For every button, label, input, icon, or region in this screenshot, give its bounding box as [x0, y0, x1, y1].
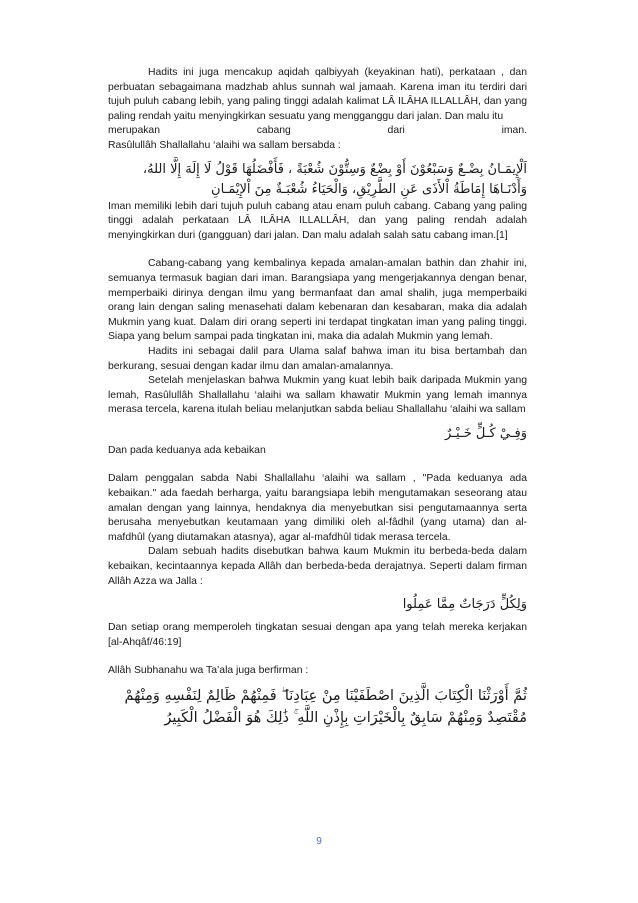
paragraph-intro: Hadits ini juga mencakup aqidah qalbiyyah (keyakinan hati), perkataan , dan perbuatan sebagaimana madzhab ahlus sunnah wal jamaah. Karena iman itu terdiri dari tujuh puluh cabang lebih, yang paling tinggi adalah kalimat LÂ ILÂHA ILLALLÂH, dan yang paling rendah yaitu menyingkirkan sesuatu yang mengganggu dari jalan. Dan malu itu — [108, 67, 527, 122]
page-number: 9 — [316, 836, 322, 847]
paragraph-tingkatan: Dan setiap orang memperoleh tingkatan sesuai dengan apa yang telah mereka kerjakan [al-Ahqâf/46:19] — [108, 622, 527, 648]
arabic-wa-likullin: وَلِكُلٍّ دَرَجَاتٌ مِمَّا عَمِلُوا — [402, 597, 527, 613]
paragraph-iman-translation: Iman memiliki lebih dari tujuh puluh cabang atau enam puluh cabang. Cabang yang paling tinggi adalah perkataan LÂ ILÂHA ILLALLÂH, dan yang paling rendah adalah menyingkirkan duri (gangguan) dari jalan. Dan malu adalah salah satu cabang iman.[1] — [108, 200, 527, 241]
arabic-ayat-faathir: ثُمَّ أَوْرَثْنَا الْكِتَابَ الَّذِينَ اصْطَفَيْنَا مِنْ عِبَادِنَا ۖ فَمِنْهُمْ ظَالِمٌ لِنَفْسِهِ وَمِنْهُمْ مُقْتَصِدٌ وَمِنْهُمْ سَابِقٌ بِالْخَيْرَاتِ بِإِذْنِ اللَّهِ ۚ ذَٰلِكَ هُوَ الْفَضْلُ الْكَبِيرُ — [124, 688, 527, 726]
paragraph-setelah: Setelah menjelaskan bahwa Mukmin yang kuat lebih baik daripada Mukmin yang lemah, Rasûlullâh Shallallahu ‘alaihi wa sallam khawatir Mukmin yang lemah imannya merasa tercela, karena itulah beliau melanjutkan sabda beliau Shallallahu ‘alaihi wa sallam — [108, 375, 527, 416]
paragraph-rasul-said: Rasûlullâh Shallallahu ‘alaihi wa sallam bersabda : — [108, 139, 341, 151]
arabic-hadith-iman: اَلْإِيمَـانُ بِضْـعٌ وَسَبْعُوْنَ أَوْ بِضْعٌ وَسِتُّوْنَ شُعْبَةً ، فَأَفْضَلُهَا قَوْلُ لَا إِلَهَ إِلَّا اللهُ، وَأَدْنَـاهَا إِمَاطَةُ اْلأَذَى عَنِ الطَّرِيْقِ، وَالْحَيَاءُ شُعْبَـةٌ مِنَ اْلإِيْمَـانِ — [142, 161, 527, 197]
paragraph-sebuah-hadits: Dalam sebuah hadits disebutkan bahwa kaum Mukmin itu berbeda-beda dalam kebaikan, kecintaannya kepada Allâh dan berbeda-beda derajatnya. Seperti dalam firman Allâh Azza wa Jalla : — [108, 546, 527, 587]
paragraph-intro-line: merupakan cabang dari iman. — [108, 125, 527, 137]
paragraph-penggalan: Dalam penggalan sabda Nabi Shallallahu ‘alaihi wa sallam , "Pada keduanya ada kebaikan." ada faedah berharga, yaitu barangsiapa lebih mengutamakan seseorang atau amalan dengan yang lainnya, hendaknya dia menyebutkan sisi pengutamaannya serta berusaha menyebutkan keutamaan yang dimiliki oleh al-fâdhil (yang utama) dan al-mafdhûl (yang diutamakan atasnya), agar al-mafdhûl tidak merasa tercela. — [108, 473, 527, 543]
paragraph-dalil: Hadits ini sebagai dalil para Ulama salaf bahwa iman itu bisa bertambah dan berkurang, sesuai dengan kadar ilmu dan amalan-amalannya. — [108, 345, 527, 372]
arabic-wa-fi-kullin: وَفِـيْ كُـلٍّ خَـيْـرٌ — [445, 425, 527, 441]
paragraph-kebaikan: Dan pada keduanya ada kebaikan — [108, 444, 266, 456]
page-content — [108, 66, 527, 729]
paragraph-cabang: Cabang-cabang yang kembalinya kepada amalan-amalan bathin dan zhahir ini, semuanya termasuk bagian dari iman. Barangsiapa yang mengerjakannya dengan benar, memperbaiki dirinya dengan ilmu yang bermanfaat dan amal shalih, juga memperbaiki orang lain dengan saling menasehati dalam kebenaran dan kesabaran, maka dia adalah Mukmin yang kuat. Dalam diri orang seperti ini terdapat tingkatan iman yang paling tinggi. Siapa yang belum sampai pada tingkatan ini, maka dia adalah Mukmin yang lemah. — [108, 258, 527, 343]
paragraph-allah-berfirman: Allâh Subhanahu wa Ta’ala juga berfirman : — [108, 665, 309, 677]
